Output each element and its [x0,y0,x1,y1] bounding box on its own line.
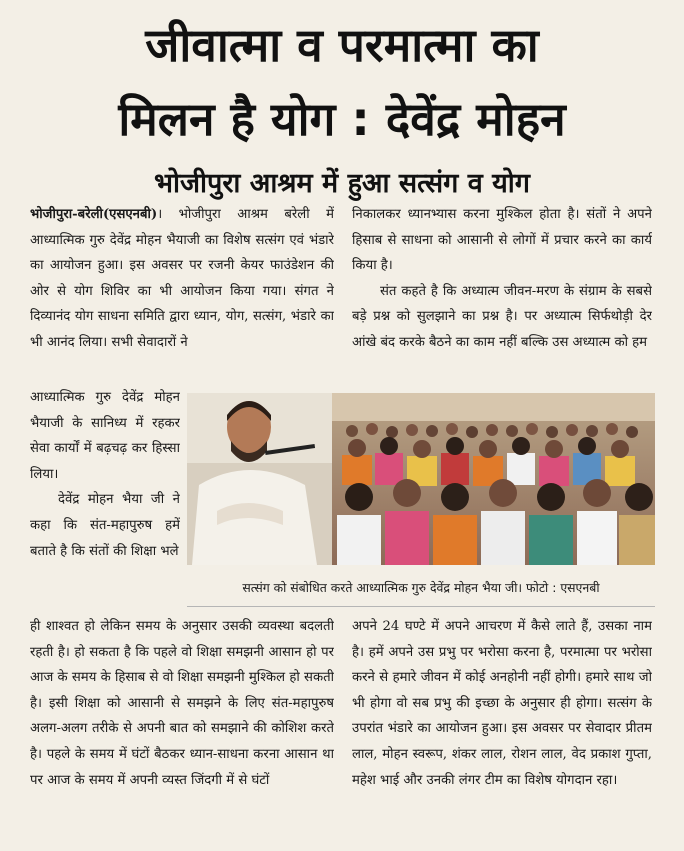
headline-line-2: मिलन है योग : देवेंद्र मोहन [118,92,566,146]
article-paragraph: ही शाश्वत हो लेकिन समय के अनुसार उसकी व्यवस्था बदलती रहती है। हो सकता है कि पहले वो शिक्षा समझनी आसान हो पर आज के समय के हिसाब से वो शिक्षा समझनी मुश्किल हो सकती है। इसी शिक्षा को आसानी से समझने के लिए संत-महापुरुष अलग-अलग तरीके से अपनी बात को समझाने की कोशिश करते है। पहले के समय में घंटों बैठकर ध्यान-साधना करना आसान था पर आज के समय में अपनी व्यस्त जिंदगी में से घंटों [30,619,334,788]
photo-hall-ceiling [332,393,655,421]
photo-caption: सत्संग को संबोधित करते आध्यात्मिक गुरु देवेंद्र मोहन भैया जी। फोटो : एसएनबी [187,569,655,607]
photo-illustration [187,393,655,565]
article-paragraph: संत कहते है कि अध्यात्म जीवन-मरण के संग्राम के सबसे बड़े प्रश्न को सुलझाने का प्रश्न है। पर अध्यात्म सिर्फथोड़ी देर आंखे बंद करके बैठने का काम नहीं बल्कि उस अध्यात्म को हम [352,283,652,350]
article-column-1-top [30,202,334,386]
dateline: भोजीपुरा-बरेली(एसएनबी) [30,207,158,222]
article-paragraph: निकालकर ध्यानभ्यास करना मुश्किल होता है। संतों ने अपने हिसाब से साधना को आसानी से लोगों में प्रचार करने का कार्य किया है। [352,207,652,274]
article-column-2-top [352,202,652,386]
news-photo [187,393,655,565]
article-wrap-column [30,385,180,615]
article-paragraph: । भोजीपुरा आश्रम बरेली में आध्यात्मिक गुरु देवेंद्र मोहन भैयाजी का विशेष सत्संग एवं भंडारे का आयोजन हुआ। इस अवसर पर रजनी केयर फाउंडेशन की ओर से योग शिविर का भी आयोजन किया गया। संगत ने दिव्यानंद योग साधना समिति द्वारा ध्यान, योग, सत्संग, भंडारे का भी आनंद लिया। सभी सेवादारों ने [30,207,334,350]
audience-row-middle [348,437,629,458]
article-paragraph: आध्यात्मिक गुरु देवेंद्र मोहन भैयाजी के सानिध्य में रहकर सेवा कार्यों में बढ़चढ़ कर हिस्सा लिया। [30,390,180,482]
article-column-2-bottom [352,614,652,846]
headline-line-1: जीवात्मा व परमात्मा का [145,18,539,72]
article-paragraph: अपने 24 घण्टे में अपने आचरण में कैसे लाते हैं, उसका नाम है। हमें अपने उस प्रभु पर भरोसा करना है, परमात्मा पर भरोसा करने से हमारे जीवन में कोई अनहोनी नहीं होगी। हमारे साथ जो भी होगा वो सब प्रभु की इच्छा के अनुसार ही होगा। सत्संग के उपरांत भंडारे का आयोजन हुआ। इस अवसर पर सेवादार प्रीतम लाल, मोहन स्वरूप, शंकर लाल, रोशन लाल, वेद प्रकाश गुप्ता, महेश भाई और उनकी लंगर टीम का विशेष योगदान रहा। [352,619,652,788]
subheadline: भोजीपुरा आश्रम में हुआ सत्संग व योग [154,168,530,199]
article-paragraph: देवेंद्र मोहन भैया जी ने कहा कि संत-महापुरुष हमें बताते है कि संतों की शिक्षा भले [30,492,180,559]
article-column-1-bottom [30,614,334,846]
